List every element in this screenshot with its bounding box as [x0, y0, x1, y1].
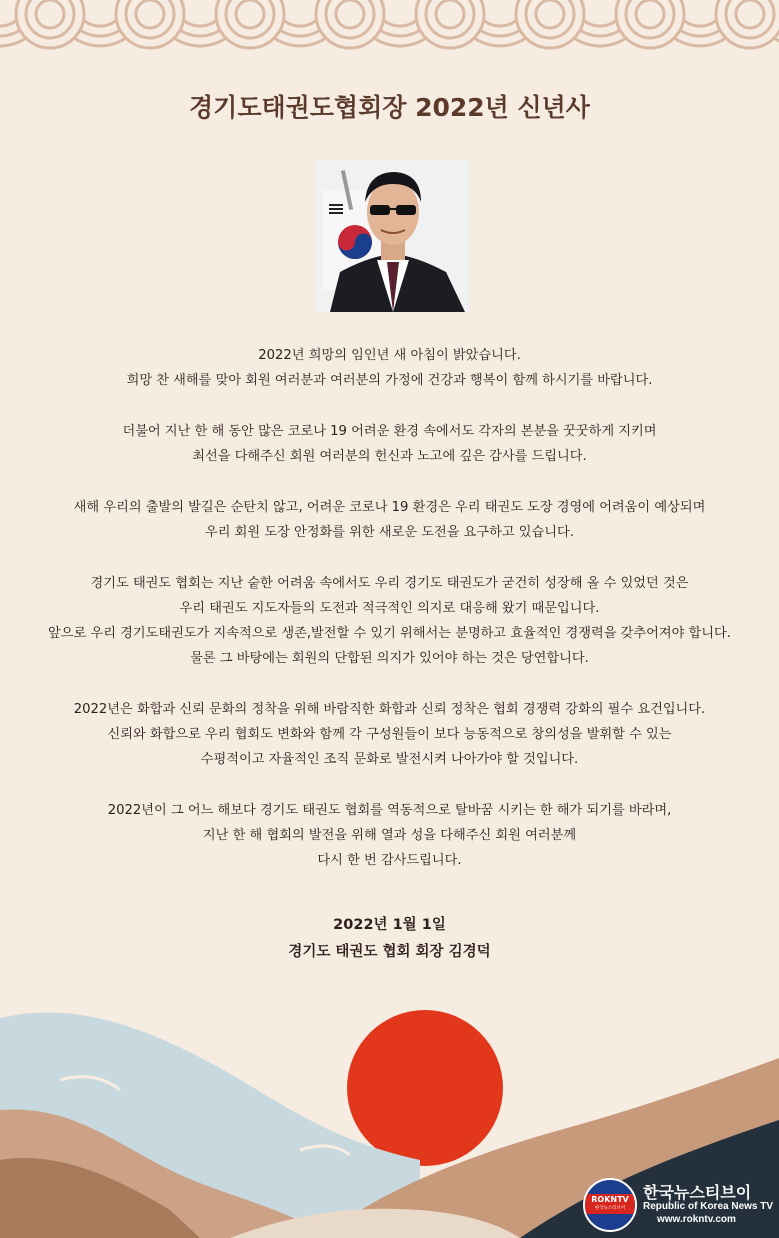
text-line: 2022년은 화합과 신뢰 문화의 정착을 위해 바람직한 화합과 신뢰 정착은 협회 경쟁력 강화의 필수 요건입니다. — [73, 702, 706, 717]
text-line: 우리 회원 도장 안정화를 위한 새로운 도전을 요구하고 있습니다. — [205, 525, 574, 540]
text-line: 다시 한 번 감사드립니다. — [317, 853, 462, 868]
logo-name-english: Republic of Korea News TV — [643, 1201, 774, 1212]
logo-name-korean: 한국뉴스티브이 — [643, 1183, 752, 1202]
portrait-photo — [315, 160, 470, 312]
paragraph-2 — [0, 419, 779, 469]
paragraph-4 — [0, 571, 779, 671]
badge-subtext: 한국뉴스티브이 — [594, 1206, 626, 1211]
text-line: 2022년이 그 어느 해보다 경기도 태권도 협회를 역동적으로 탈바꿈 시키는 한 해가 되기를 바라며, — [107, 803, 672, 818]
signature-date: 2022년 1월 1일 — [333, 917, 446, 933]
rokntv-logo — [583, 1178, 773, 1232]
text-line: 수평적이고 자율적인 조직 문화로 발전시켜 나아가야 할 것입니다. — [200, 752, 579, 767]
paragraph-6 — [0, 798, 779, 873]
text-line: 더불어 지난 한 해 동안 많은 코로나 19 어려운 환경 속에서도 각자의 본분을 꿋꿋하게 지키며 — [122, 424, 657, 439]
text-line: 앞으로 우리 경기도태권도가 지속적으로 생존,발전할 수 있기 위해서는 분명하고 효율적인 경쟁력을 갖추어져야 합니다. — [48, 626, 731, 641]
rokntv-badge-icon — [583, 1178, 637, 1232]
signature-author: 경기도 태권도 협회 회장 김경덕 — [288, 944, 491, 960]
text-line: 새해 우리의 출발의 발길은 순탄치 않고, 어려운 코로나 19 환경은 우리 태권도 도장 경영에 어려움이 예상되며 — [73, 500, 706, 515]
paragraph-5 — [0, 697, 779, 772]
logo-url: www.rokntv.com — [657, 1214, 736, 1225]
paragraph-3 — [0, 495, 779, 545]
text-line: 최선을 다해주신 회원 여러분의 헌신과 노고에 깊은 감사를 드립니다. — [192, 449, 587, 464]
rising-sun — [347, 1010, 503, 1166]
text-line: 물론 그 바탕에는 회원의 단합된 의지가 있어야 하는 것은 당연합니다. — [190, 651, 589, 666]
text-line: 2022년 희망의 임인년 새 아침이 밝았습니다. — [258, 348, 521, 363]
text-line: 우리 태권도 지도자들의 도전과 적극적인 의지로 대응해 왔기 때문입니다. — [179, 601, 600, 616]
paragraph-1 — [0, 343, 779, 393]
text-line: 지난 한 해 협회의 발전을 위해 열과 성을 다해주신 회원 여러분께 — [202, 828, 577, 843]
letter-body — [0, 343, 779, 899]
wave-cloud-pattern — [0, 0, 779, 60]
badge-text: ROKNTV — [591, 1195, 629, 1204]
text-line: 신뢰와 화합으로 우리 협회도 변화와 함께 각 구성원들이 보다 능동적으로 창의성을 발휘할 수 있는 — [107, 727, 672, 742]
text-line: 경기도 태권도 협회는 지난 숱한 어려움 속에서도 우리 경기도 태권도가 굳건히 성장해 올 수 있었던 것은 — [90, 576, 689, 591]
page-title: 경기도태권도협회장 2022년 신년사 — [189, 93, 590, 122]
text-line: 희망 찬 새해를 맞아 회원 여러분과 여러분의 가정에 건강과 행복이 함께 하시기를 바랍니다. — [126, 373, 653, 388]
signature-block — [0, 912, 779, 966]
